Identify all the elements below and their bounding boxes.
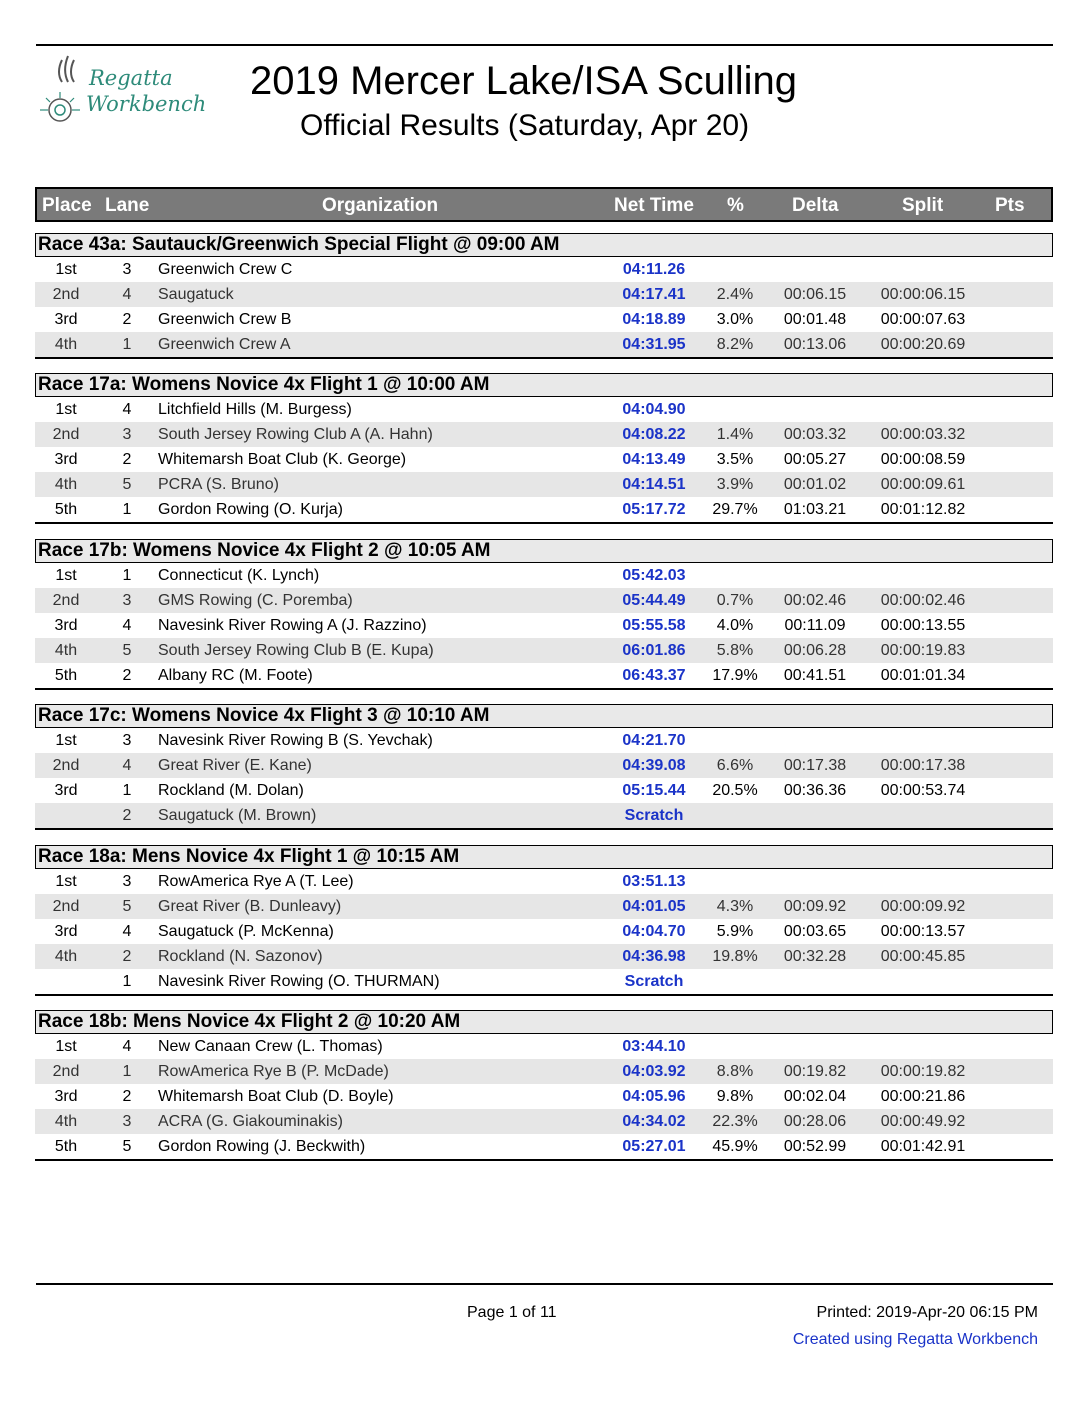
net-time-cell: 03:44.10 (622, 1038, 686, 1055)
result-row (35, 588, 1053, 613)
place-cell: 1st (55, 732, 77, 749)
delta-cell: 00:03.32 (783, 426, 847, 443)
delta-cell: 00:41.51 (783, 667, 847, 684)
place-cell: 3rd (54, 923, 78, 940)
delta-cell: 00:36.36 (783, 782, 847, 799)
race-title: Race 18b: Mens Novice 4x Flight 2 @ 10:20 AM (35, 1010, 1053, 1034)
net-time-cell: 04:17.41 (622, 286, 686, 303)
race-divider (35, 1159, 1053, 1161)
top-rule (36, 44, 1053, 46)
place-cell: 5th (54, 501, 78, 518)
col-lane-header: Lane (105, 195, 150, 216)
lane-cell: 5 (122, 1138, 132, 1155)
net-time-cell: 05:27.01 (622, 1138, 686, 1155)
place-cell: 3rd (54, 1088, 78, 1105)
delta-cell: 00:02.46 (783, 592, 847, 609)
percent-cell: 20.5% (712, 782, 758, 799)
result-row (35, 728, 1053, 753)
result-row (35, 563, 1053, 588)
net-time-cell: 04:14.51 (622, 476, 686, 493)
delta-cell: 00:03.65 (783, 923, 847, 940)
result-row (35, 803, 1053, 828)
organization-cell: Great River (B. Dunleavy) (158, 898, 342, 915)
race-section (35, 233, 1053, 359)
result-row (35, 944, 1053, 969)
race-title: Race 17c: Womens Novice 4x Flight 3 @ 10:10 AM (35, 704, 1053, 728)
split-cell: 00:00:49.92 (880, 1113, 966, 1130)
document-subtitle: Official Results (Saturday, Apr 20) (300, 109, 750, 142)
lane-cell: 4 (122, 757, 132, 774)
split-cell: 00:00:07.63 (880, 311, 966, 328)
lane-cell: 3 (122, 1113, 132, 1130)
lane-cell: 5 (122, 476, 132, 493)
split-cell: 00:01:01.34 (880, 667, 966, 684)
organization-cell: Navesink River Rowing (O. THURMAN) (158, 973, 440, 990)
result-row (35, 778, 1053, 803)
place-cell: 4th (54, 642, 78, 659)
percent-cell: 5.8% (716, 642, 754, 659)
lane-cell: 2 (122, 311, 132, 328)
split-cell: 00:00:03.32 (880, 426, 966, 443)
organization-cell: South Jersey Rowing Club A (A. Hahn) (158, 426, 433, 443)
delta-cell: 00:09.92 (783, 898, 847, 915)
percent-cell: 45.9% (712, 1138, 758, 1155)
result-row (35, 613, 1053, 638)
col-pts-header: Pts (995, 195, 1025, 216)
organization-cell: Whitemarsh Boat Club (D. Boyle) (158, 1088, 394, 1105)
place-cell: 1st (55, 401, 77, 418)
delta-cell: 00:17.38 (783, 757, 847, 774)
result-row (35, 472, 1053, 497)
results-table-header (35, 187, 1053, 222)
place-cell: 1st (55, 1038, 77, 1055)
race-title: Race 17a: Womens Novice 4x Flight 1 @ 10:00 AM (35, 373, 1053, 397)
net-time-cell: 04:11.26 (622, 261, 686, 278)
printed-timestamp: Printed: 2019-Apr-20 06:15 PM (816, 1304, 1038, 1321)
percent-cell: 6.6% (716, 757, 754, 774)
percent-cell: 5.9% (716, 923, 754, 940)
net-time-cell: 04:03.92 (622, 1063, 686, 1080)
col-delta-header: Delta (792, 195, 839, 216)
result-row (35, 969, 1053, 994)
percent-cell: 0.7% (716, 592, 754, 609)
organization-cell: Gordon Rowing (O. Kurja) (158, 501, 343, 518)
net-time-cell: 04:04.70 (622, 923, 686, 940)
net-time-cell: 04:08.22 (622, 426, 686, 443)
race-title: Race 43a: Sautauck/Greenwich Special Flight @ 09:00 AM (35, 233, 1053, 257)
organization-cell: Gordon Rowing (J. Beckwith) (158, 1138, 366, 1155)
percent-cell: 19.8% (712, 948, 758, 965)
result-row (35, 1034, 1053, 1059)
split-cell: 00:00:13.57 (880, 923, 966, 940)
organization-cell: Rockland (M. Dolan) (158, 782, 304, 799)
result-row (35, 919, 1053, 944)
percent-cell: 8.2% (716, 336, 754, 353)
percent-cell: 8.8% (716, 1063, 754, 1080)
delta-cell: 00:06.28 (783, 642, 847, 659)
race-section (35, 373, 1053, 524)
delta-cell: 00:19.82 (783, 1063, 847, 1080)
result-row (35, 447, 1053, 472)
place-cell: 4th (54, 1113, 78, 1130)
race-divider (35, 994, 1053, 996)
delta-cell: 00:05.27 (783, 451, 847, 468)
place-cell: 2nd (52, 592, 80, 609)
logo-text-workbench: Workbench (86, 92, 207, 116)
percent-cell: 4.3% (716, 898, 754, 915)
delta-cell: 00:13.06 (783, 336, 847, 353)
delta-cell: 00:52.99 (783, 1138, 847, 1155)
result-row (35, 422, 1053, 447)
organization-cell: New Canaan Crew (L. Thomas) (158, 1038, 383, 1055)
percent-cell: 9.8% (716, 1088, 754, 1105)
organization-cell: Greenwich Crew C (158, 261, 293, 278)
percent-cell: 4.0% (716, 617, 754, 634)
race-title: Race 18a: Mens Novice 4x Flight 1 @ 10:15 AM (35, 845, 1053, 869)
race-divider (35, 357, 1053, 359)
lane-cell: 4 (122, 617, 132, 634)
race-divider (35, 688, 1053, 690)
net-time-cell: 05:44.49 (622, 592, 686, 609)
organization-cell: Great River (E. Kane) (158, 757, 312, 774)
split-cell: 00:00:02.46 (880, 592, 966, 609)
net-time-cell: 05:55.58 (622, 617, 686, 634)
place-cell: 5th (54, 1138, 78, 1155)
place-cell: 2nd (52, 757, 80, 774)
lane-cell: 5 (122, 898, 132, 915)
page-number: Page 1 of 11 (467, 1304, 557, 1321)
lane-cell: 1 (122, 567, 132, 584)
place-cell: 3rd (54, 782, 78, 799)
organization-cell: Whitemarsh Boat Club (K. George) (158, 451, 407, 468)
organization-cell: GMS Rowing (C. Poremba) (158, 592, 353, 609)
logo-text-regatta: Regatta (89, 66, 173, 90)
organization-cell: Rockland (N. Sazonov) (158, 948, 323, 965)
lane-cell: 3 (122, 261, 132, 278)
organization-cell: Greenwich Crew B (158, 311, 292, 328)
net-time-cell: Scratch (624, 807, 684, 824)
split-cell: 00:00:19.82 (880, 1063, 966, 1080)
lane-cell: 2 (122, 807, 132, 824)
col-split-header: Split (902, 195, 944, 216)
lane-cell: 3 (122, 732, 132, 749)
lane-cell: 4 (122, 1038, 132, 1055)
lane-cell: 2 (122, 451, 132, 468)
col-place-header: Place (42, 195, 92, 216)
percent-cell: 17.9% (712, 667, 758, 684)
lane-cell: 5 (122, 642, 132, 659)
net-time-cell: 04:34.02 (622, 1113, 686, 1130)
place-cell: 2nd (52, 426, 80, 443)
delta-cell: 00:06.15 (783, 286, 847, 303)
split-cell: 00:00:08.59 (880, 451, 966, 468)
document-title: 2019 Mercer Lake/ISA Sculling (250, 59, 797, 103)
lane-cell: 2 (122, 667, 132, 684)
delta-cell: 00:28.06 (783, 1113, 847, 1130)
net-time-cell: 05:42.03 (622, 567, 686, 584)
result-row (35, 257, 1053, 282)
place-cell: 3rd (54, 451, 78, 468)
race-section (35, 1010, 1053, 1161)
result-row (35, 332, 1053, 357)
net-time-cell: 05:15.44 (622, 782, 686, 799)
percent-cell: 3.0% (716, 311, 754, 328)
created-using-credit: Created using Regatta Workbench (792, 1331, 1038, 1348)
lane-cell: 3 (122, 592, 132, 609)
net-time-cell: 05:17.72 (622, 501, 686, 518)
col-organization-header: Organization (322, 195, 439, 216)
net-time-cell: 06:01.86 (622, 642, 686, 659)
place-cell: 4th (54, 336, 78, 353)
col-net-time-header: Net Time (614, 195, 694, 216)
organization-cell: Navesink River Rowing A (J. Razzino) (158, 617, 427, 634)
result-row (35, 1059, 1053, 1084)
race-divider (35, 828, 1053, 830)
net-time-cell: 04:36.98 (622, 948, 686, 965)
split-cell: 00:00:21.86 (880, 1088, 966, 1105)
organization-cell: RowAmerica Rye B (P. McDade) (158, 1063, 389, 1080)
net-time-cell: 04:31.95 (622, 336, 686, 353)
organization-cell: Saugatuck (M. Brown) (158, 807, 317, 824)
net-time-cell: 04:05.96 (622, 1088, 686, 1105)
race-section (35, 539, 1053, 690)
result-row (35, 397, 1053, 422)
percent-cell: 3.9% (716, 476, 754, 493)
organization-cell: ACRA (G. Giakouminakis) (158, 1113, 343, 1130)
lane-cell: 1 (122, 973, 132, 990)
percent-cell: 22.3% (712, 1113, 758, 1130)
lane-cell: 2 (122, 1088, 132, 1105)
percent-cell: 29.7% (712, 501, 758, 518)
net-time-cell: 04:18.89 (622, 311, 686, 328)
split-cell: 00:00:20.69 (880, 336, 966, 353)
percent-cell: 3.5% (716, 451, 754, 468)
net-time-cell: 04:01.05 (622, 898, 686, 915)
result-row (35, 1084, 1053, 1109)
net-time-cell: 04:13.49 (622, 451, 686, 468)
split-cell: 00:00:09.61 (880, 476, 966, 493)
delta-cell: 00:01.02 (783, 476, 847, 493)
lane-cell: 4 (122, 923, 132, 940)
race-title: Race 17b: Womens Novice 4x Flight 2 @ 10:05 AM (35, 539, 1053, 563)
result-row (35, 497, 1053, 522)
delta-cell: 00:32.28 (783, 948, 847, 965)
organization-cell: Connecticut (K. Lynch) (158, 567, 320, 584)
organization-cell: Greenwich Crew A (158, 336, 291, 353)
split-cell: 00:00:06.15 (880, 286, 966, 303)
percent-cell: 2.4% (716, 286, 754, 303)
organization-cell: Navesink River Rowing B (S. Yevchak) (158, 732, 433, 749)
organization-cell: RowAmerica Rye A (T. Lee) (158, 873, 354, 890)
net-time-cell: 06:43.37 (622, 667, 686, 684)
result-row (35, 307, 1053, 332)
delta-cell: 00:02.04 (783, 1088, 847, 1105)
net-time-cell: 04:21.70 (622, 732, 686, 749)
lane-cell: 1 (122, 782, 132, 799)
race-section (35, 845, 1053, 996)
organization-cell: Litchfield Hills (M. Burgess) (158, 401, 352, 418)
organization-cell: Albany RC (M. Foote) (158, 667, 313, 684)
delta-cell: 00:01.48 (783, 311, 847, 328)
result-row (35, 663, 1053, 688)
place-cell: 3rd (54, 311, 78, 328)
split-cell: 00:00:45.85 (880, 948, 966, 965)
place-cell: 3rd (54, 617, 78, 634)
place-cell: 5th (54, 667, 78, 684)
organization-cell: South Jersey Rowing Club B (E. Kupa) (158, 642, 434, 659)
lane-cell: 1 (122, 1063, 132, 1080)
bottom-rule (36, 1283, 1053, 1285)
lane-cell: 3 (122, 426, 132, 443)
split-cell: 00:00:19.83 (880, 642, 966, 659)
organization-cell: Saugatuck (158, 286, 234, 303)
place-cell: 2nd (52, 286, 80, 303)
col-pct-header: % (727, 195, 744, 216)
place-cell: 1st (55, 567, 77, 584)
result-row (35, 638, 1053, 663)
net-time-cell: 04:39.08 (622, 757, 686, 774)
place-cell: 1st (55, 873, 77, 890)
lane-cell: 4 (122, 401, 132, 418)
split-cell: 00:00:13.55 (880, 617, 966, 634)
split-cell: 00:01:42.91 (880, 1138, 966, 1155)
lane-cell: 1 (122, 501, 132, 518)
result-row (35, 894, 1053, 919)
result-row (35, 869, 1053, 894)
split-cell: 00:00:09.92 (880, 898, 966, 915)
delta-cell: 01:03.21 (783, 501, 847, 518)
split-cell: 00:00:17.38 (880, 757, 966, 774)
result-row (35, 1109, 1053, 1134)
lane-cell: 3 (122, 873, 132, 890)
regatta-workbench-logo (34, 52, 214, 132)
organization-cell: Saugatuck (P. McKenna) (158, 923, 334, 940)
delta-cell: 00:11.09 (784, 617, 846, 634)
race-divider (35, 522, 1053, 524)
lane-cell: 2 (122, 948, 132, 965)
place-cell: 1st (55, 261, 77, 278)
place-cell: 4th (54, 948, 78, 965)
percent-cell: 1.4% (716, 426, 754, 443)
net-time-cell: 04:04.90 (622, 401, 686, 418)
split-cell: 00:01:12.82 (880, 501, 966, 518)
net-time-cell: 03:51.13 (622, 873, 686, 890)
place-cell: 2nd (52, 1063, 80, 1080)
place-cell: 2nd (52, 898, 80, 915)
organization-cell: PCRA (S. Bruno) (158, 476, 279, 493)
place-cell: 4th (54, 476, 78, 493)
result-row (35, 753, 1053, 778)
result-row (35, 282, 1053, 307)
lane-cell: 1 (122, 336, 132, 353)
split-cell: 00:00:53.74 (880, 782, 966, 799)
race-section (35, 704, 1053, 830)
net-time-cell: Scratch (624, 973, 684, 990)
result-row (35, 1134, 1053, 1159)
lane-cell: 4 (122, 286, 132, 303)
